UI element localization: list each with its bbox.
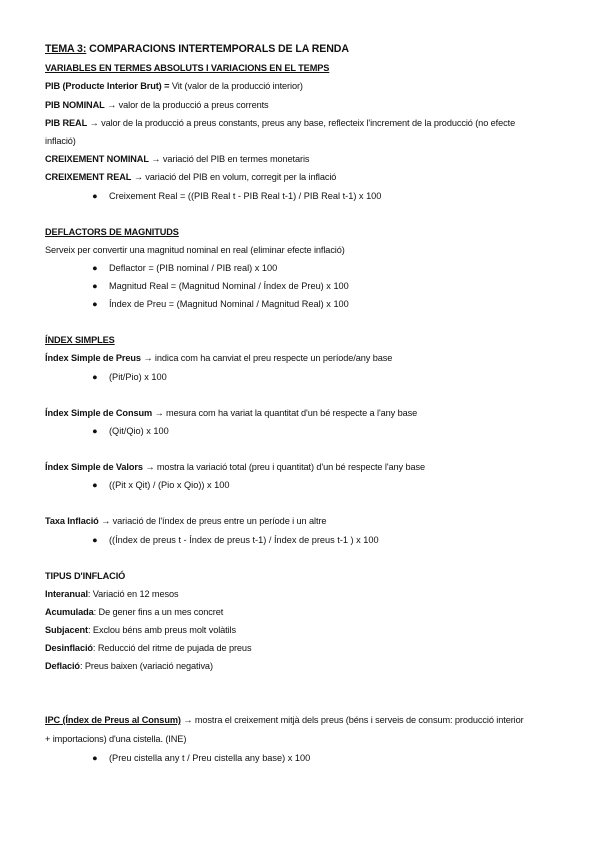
- term: PIB NOMINAL: [45, 100, 105, 110]
- bullet-text: Creixement Real = ((PIB Real t - PIB Real t-1) / PIB Real t-1) x 100: [109, 191, 382, 201]
- definition-index-consum: [45, 407, 570, 420]
- term: PIB REAL: [45, 118, 88, 128]
- bullet-text: (Pit/Pio) x 100: [109, 372, 167, 382]
- bullet-text: Índex de Preu = (Magnitud Nominal / Magnitud Real) x 100: [109, 299, 349, 309]
- desc: → mesura com ha variat la quantitat d'un bé respecte a l'any base: [152, 408, 418, 418]
- bullet-icon: ●: [92, 753, 98, 763]
- bullet-text: (Preu cistella any t / Preu cistella any base) x 100: [109, 753, 311, 763]
- desc: : Exclou béns amb preus molt volàtils: [88, 625, 236, 635]
- definition-pib-nominal: [45, 99, 570, 112]
- term: Deflació: [45, 661, 80, 671]
- inflation-type: [45, 642, 570, 655]
- bullet-icon: ●: [92, 426, 98, 436]
- inflation-type: [45, 660, 570, 673]
- term: Desinflació: [45, 643, 93, 653]
- section-heading-index: ÍNDEX SIMPLES: [45, 335, 115, 345]
- desc: → valor de la producció a preus constants, preus any base, reflecteix l'increment de la producció (no efecte: [87, 118, 516, 128]
- inflation-type: [45, 588, 570, 601]
- definition-taxa-inflacio: [45, 515, 570, 528]
- bullet-icon: ●: [92, 535, 98, 545]
- desc: → mostra la variació total (preu i quantitat) d'un bé respecte l'any base: [142, 462, 425, 472]
- term: Interanual: [45, 589, 88, 599]
- inflation-type: [45, 624, 570, 637]
- page-title: [45, 43, 570, 56]
- section-heading-tipus: TIPUS D'INFLACIÓ: [45, 571, 126, 581]
- bullet-icon: ●: [92, 281, 98, 291]
- desc: : Variació en 12 mesos: [87, 589, 179, 599]
- desc: : Reducció del ritme de pujada de preus: [92, 643, 252, 653]
- bullet-text: ((Pit x Qit) / (Pio x Qio)) x 100: [109, 480, 230, 490]
- bullet-icon: ●: [92, 263, 98, 273]
- definition-pib: [45, 80, 570, 93]
- inflation-type: [45, 606, 570, 619]
- desc: → variació del PIB en volum, corregit per la inflació: [131, 172, 337, 182]
- term: CREIXEMENT REAL: [45, 172, 132, 182]
- bullet-icon: ●: [92, 299, 98, 309]
- bullet-icon: ●: [92, 372, 98, 382]
- term: Índex Simple de Preus: [45, 353, 141, 363]
- desc: → variació del PIB en termes monetaris: [148, 154, 310, 164]
- desc: Vit (valor de la producció interior): [169, 81, 303, 91]
- section-intro: Serveix per convertir una magnitud nominal en real (eliminar efecte inflació): [45, 245, 345, 255]
- section-heading-variables: VARIABLES EN TERMES ABSOLUTS I VARIACIONS EN EL TEMPS: [45, 63, 330, 73]
- term: Taxa Inflació: [45, 516, 99, 526]
- term: Acumulada: [45, 607, 94, 617]
- term: CREIXEMENT NOMINAL: [45, 154, 149, 164]
- term: Índex Simple de Consum: [45, 408, 153, 418]
- bullet-icon: ●: [92, 191, 98, 201]
- definition-creixement-nominal: [45, 153, 570, 166]
- desc: → indica com ha canviat el preu respecte un període/any base: [140, 353, 393, 363]
- desc: → mostra el creixement mitjà dels preus (béns i serveis de consum: producció interior: [180, 715, 524, 725]
- term: PIB (Producte Interior Brut) =: [45, 81, 170, 91]
- definition-index-preus: [45, 352, 570, 365]
- definition-creixement-real: [45, 171, 570, 184]
- bullet-text: ((Índex de preus t - Índex de preus t-1) / Índex de preus t-1 ) x 100: [109, 535, 379, 545]
- term: Índex Simple de Valors: [45, 462, 143, 472]
- definition-index-valors: [45, 461, 570, 474]
- desc: : Preus baixen (variació negativa): [79, 661, 213, 671]
- definition-ipc: [45, 714, 570, 727]
- definition-pib-real: [45, 117, 570, 130]
- term: IPC (Índex de Preus al Consum): [45, 715, 181, 725]
- term: Subjacent: [45, 625, 89, 635]
- bullet-icon: ●: [92, 480, 98, 490]
- section-heading-deflactors: DEFLACTORS DE MAGNITUDS: [45, 227, 179, 237]
- title-text: COMPARACIONS INTERTEMPORALS DE LA RENDA: [86, 43, 349, 55]
- title-prefix: TEMA 3:: [45, 43, 87, 55]
- bullet-text: (Qit/Qio) x 100: [109, 426, 169, 436]
- bullet-text: Magnitud Real = (Magnitud Nominal / Índex de Preu) x 100: [109, 281, 349, 291]
- definition-ipc-cont: + importacions) d'una cistella. (INE): [45, 734, 187, 744]
- bullet-text: Deflactor = (PIB nominal / PIB real) x 100: [109, 263, 278, 273]
- desc: → variació de l'índex de preus entre un període i un altre: [98, 516, 327, 526]
- desc: → valor de la producció a preus corrents: [104, 100, 269, 110]
- definition-pib-real-cont: inflació): [45, 136, 76, 146]
- desc: : De gener fins a un mes concret: [93, 607, 224, 617]
